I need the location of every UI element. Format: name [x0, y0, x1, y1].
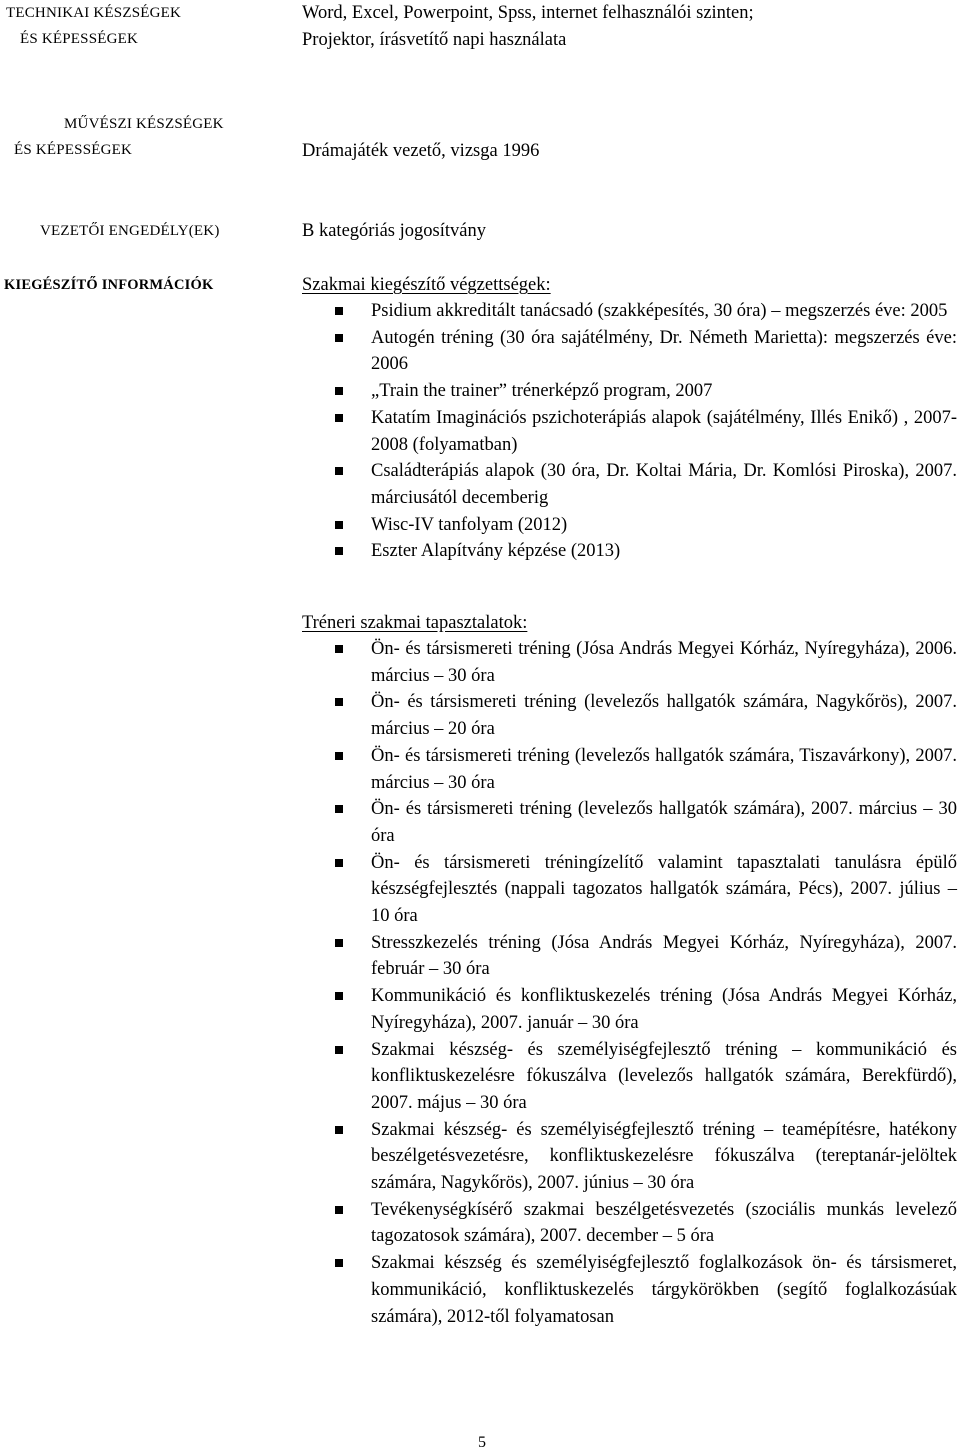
- list-item: Wisc-IV tanfolyam (2012): [302, 512, 957, 539]
- bullet-icon: [335, 752, 343, 760]
- bullet-icon: [335, 547, 343, 555]
- list-item: Tevékenységkísérő szakmai beszélgetésvezetés (szociális munkás levelező tagozatosok számára), 2007. december – 5 óra: [302, 1197, 957, 1250]
- bullet-icon: [335, 521, 343, 529]
- list-item: Katatím Imaginációs pszichoterápiás alapok (sajátélmény, Illés Enikő) , 2007-2008 (folyamatban): [302, 405, 957, 458]
- experience-heading: Tréneri szakmai tapasztalatok:: [302, 613, 528, 633]
- list-item: Kommunikáció és konfliktuskezelés tréning (Jósa András Megyei Kórház, Nyíregyháza), 2007. január – 30 óra: [302, 983, 957, 1036]
- technical-label-line-1: TECHNIKAI KÉSZSÉGEK: [6, 5, 182, 21]
- technical-skills-text: [302, 0, 957, 53]
- artistic-skills-text: Drámajáték vezető, vizsga 1996: [302, 141, 540, 161]
- bullet-icon: [335, 1126, 343, 1134]
- additional-info-label: KIEGÉSZÍTŐ INFORMÁCIÓK: [4, 277, 214, 293]
- technical-skills-label: [6, 0, 181, 52]
- bullet-icon: [335, 307, 343, 315]
- technical-text-line-1: Word, Excel, Powerpoint, Spss, internet felhasználói szinten;: [302, 3, 754, 23]
- bullet-icon: [335, 698, 343, 706]
- list-item: Ön- és társismereti tréning (Jósa András Megyei Kórház, Nyíregyháza), 2006. március – 30 óra: [302, 636, 957, 689]
- bullet-icon: [335, 334, 343, 342]
- bullet-icon: [335, 859, 343, 867]
- experience-section: [302, 610, 957, 1330]
- driving-license-text: B kategóriás jogosítvány: [302, 221, 486, 241]
- list-item: Szakmai készség- és személyiségfejlesztő tréning – kommunikáció és konfliktuskezelésre fókuszálva (levelezős hallgatók számára, Berekfürdő), 2007. május – 30 óra: [302, 1037, 957, 1117]
- technical-text-line-2: Projektor, írásvetítő napi használata: [302, 29, 567, 50]
- qualifications-list: [302, 298, 957, 565]
- list-item: Ön- és társismereti tréning (levelezős hallgatók számára, Nagykőrös), 2007. március – 20 óra: [302, 689, 957, 742]
- bullet-icon: [335, 414, 343, 422]
- artistic-skills-label: [14, 111, 224, 163]
- list-item: Szakmai készség és személyiségfejlesztő foglalkozások ön- és társismeret, kommunikáció, konfliktuskezelés tárgykörökben (segítő foglalkozásúak számára), 2012-től folyamatosan: [302, 1250, 957, 1330]
- bullet-icon: [335, 467, 343, 475]
- list-item: Psidium akkreditált tanácsadó (szakképesítés, 30 óra) – megszerzés éve: 2005: [302, 298, 957, 325]
- list-item: Eszter Alapítvány képzése (2013): [302, 538, 957, 565]
- bullet-icon: [335, 645, 343, 653]
- list-item: Ön- és társismereti tréning (levelezős hallgatók számára), 2007. március – 30 óra: [302, 796, 957, 849]
- qualifications-heading: Szakmai kiegészítő végzettségek:: [302, 275, 551, 295]
- bullet-icon: [335, 992, 343, 1000]
- driving-license-label: VEZETŐI ENGEDÉLY(EK): [40, 223, 220, 239]
- page-number: 5: [478, 1434, 486, 1451]
- list-item: Stresszkezelés tréning (Jósa András Megyei Kórház, Nyíregyháza), 2007. február – 30 óra: [302, 930, 957, 983]
- list-item: Ön- és társismereti tréning (levelezős hallgatók számára, Tiszavárkony), 2007. március – 30 óra: [302, 743, 957, 796]
- technical-label-line-2: ÉS KÉPESSÉGEK: [20, 31, 139, 47]
- qualifications-section: [302, 272, 957, 565]
- bullet-icon: [335, 939, 343, 947]
- list-item: „Train the trainer” trénerképző program, 2007: [302, 378, 957, 405]
- artistic-label-line-1: MŰVÉSZI KÉSZSÉGEK: [64, 116, 224, 132]
- bullet-icon: [335, 1046, 343, 1054]
- list-item: Autogén tréning (30 óra sajátélmény, Dr. Németh Marietta): megszerzés éve: 2006: [302, 325, 957, 378]
- bullet-icon: [335, 805, 343, 813]
- bullet-icon: [335, 387, 343, 395]
- experience-list: [302, 636, 957, 1330]
- artistic-label-line-2: ÉS KÉPESSÉGEK: [14, 142, 133, 158]
- list-item: Szakmai készség- és személyiségfejlesztő tréning – teamépítésre, hatékony beszélgetésvezetésre, konfliktuskezelésre fókuszálva (tereptanár-jelöltek számára, Nagykőrös), 2007. június – 30 óra: [302, 1117, 957, 1197]
- bullet-icon: [335, 1259, 343, 1267]
- list-item: Ön- és társismereti tréningízelítő valamint tapasztalati tanulásra épülő készségfejlesztés (nappali tagozatos hallgatók számára, Pécs), 2007. július – 10 óra: [302, 850, 957, 930]
- bullet-icon: [335, 1206, 343, 1214]
- list-item: Családterápiás alapok (30 óra, Dr. Koltai Mária, Dr. Komlósi Piroska), 2007. márciusától decemberig: [302, 458, 957, 511]
